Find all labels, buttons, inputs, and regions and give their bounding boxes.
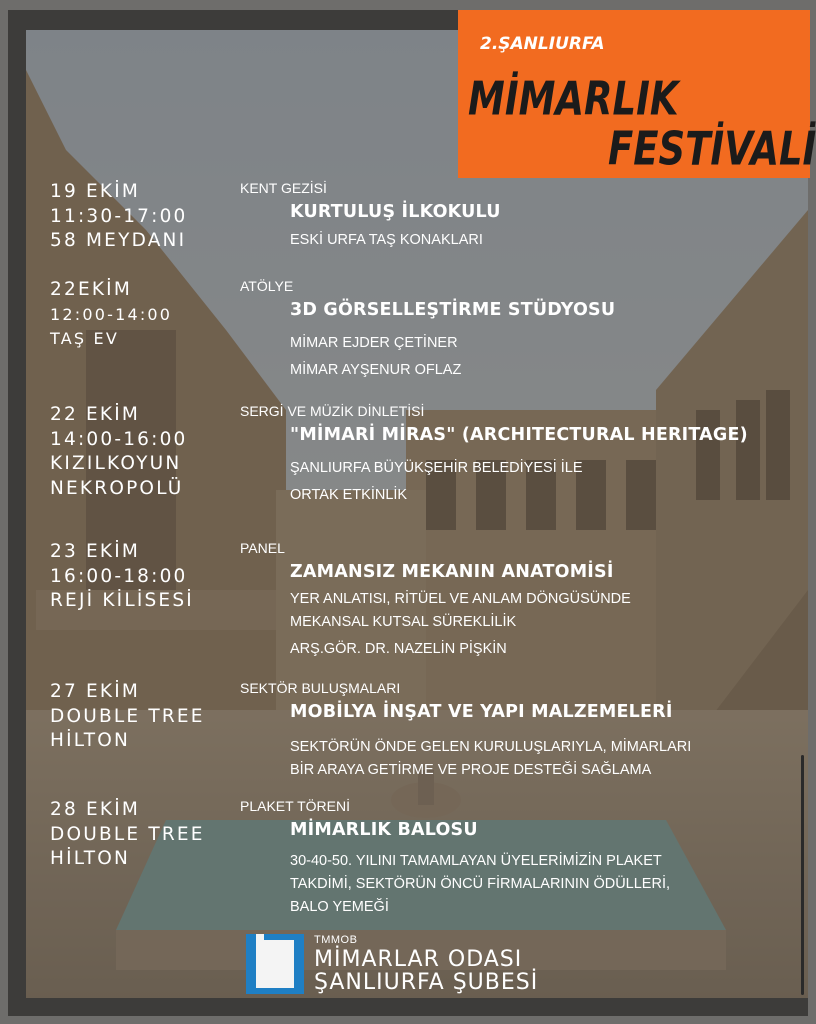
- event-category: PLAKET TÖRENİ: [240, 798, 350, 814]
- event-details: ESKİ URFA TAŞ KONAKLARI: [290, 232, 483, 248]
- event-date: 28 EKİM DOUBLE TREE HİLTON: [50, 799, 205, 869]
- event-details: SEKTÖRÜN ÖNDE GELEN KURULUŞLARIYLA, MİMARLARI BİR ARAYA GETİRME VE PROJE DESTEĞİ SAĞLAMA: [290, 739, 692, 778]
- event-details: ŞANLIURFA BÜYÜKŞEHİR BELEDİYESİ İLE ORTAK ETKİNLİK: [290, 460, 583, 503]
- festival-edition: 2.ŞANLIURFA: [480, 34, 605, 54]
- event-category: SERGİ VE MÜZİK DİNLETİSİ: [240, 403, 425, 419]
- building-logo-icon: [246, 934, 304, 994]
- festival-title-line2: FESTİVALİ: [608, 122, 816, 176]
- event-category: ATÖLYE: [240, 278, 294, 294]
- event-category: PANEL: [240, 540, 285, 556]
- event-date: 27 EKİM DOUBLE TREE HİLTON: [50, 681, 205, 751]
- event-date: 22EKİM 12:00-14:00 TAŞ EV: [50, 279, 173, 348]
- event-title: MİMARLIK BALOSU: [290, 820, 478, 840]
- event-details: YER ANLATISI, RİTÜEL VE ANLAM DÖNGÜSÜNDE MEKANSAL KUTSAL SÜREKLİLİK ARŞ.GÖR. DR. NAZELİN PİŞKİN: [290, 591, 631, 657]
- event-category: KENT GEZİSİ: [240, 180, 327, 196]
- event-title: 3D GÖRSELLEŞTİRME STÜDYOSU: [290, 300, 616, 320]
- org-name-line2: ŞANLIURFA ŞUBESİ: [314, 970, 539, 995]
- scrollbar[interactable]: [801, 755, 804, 995]
- event-title: MOBİLYA İNŞAT VE YAPI MALZEMELERİ: [290, 702, 673, 722]
- event-details: MİMAR EJDER ÇETİNER MİMAR AYŞENUR OFLAZ: [290, 335, 462, 378]
- tmmob-logo: [246, 934, 304, 994]
- event-date: 23 EKİM 16:00-18:00 REJİ KİLİSESİ: [50, 541, 194, 611]
- festival-title-line1: MİMARLIK: [468, 72, 679, 126]
- org-acronym: TMMOB: [314, 934, 358, 946]
- org-name-line1: MİMARLAR ODASI: [314, 947, 523, 972]
- event-title: ZAMANSIZ MEKANIN ANATOMİSİ: [290, 562, 614, 582]
- event-title: KURTULUŞ İLKOKULU: [290, 202, 501, 222]
- event-details: 30-40-50. YILINI TAMAMLAYAN ÜYELERİMİZİN PLAKET TAKDİMİ, SEKTÖRÜN ÖNCÜ FİRMALARININ ÖDÜLLERİ, BALO YEMEĞİ: [290, 853, 670, 915]
- event-date: 19 EKİM 11:30-17:00 58 MEYDANI: [50, 181, 188, 251]
- event-date: 22 EKİM 14:00-16:00 KIZILKOYUN NEKROPOLÜ: [50, 404, 188, 499]
- festival-badge: [458, 10, 816, 178]
- event-title: "MİMARİ MİRAS" (ARCHITECTURAL HERITAGE): [290, 425, 748, 445]
- event-category: SEKTÖR BULUŞMALARI: [240, 680, 401, 696]
